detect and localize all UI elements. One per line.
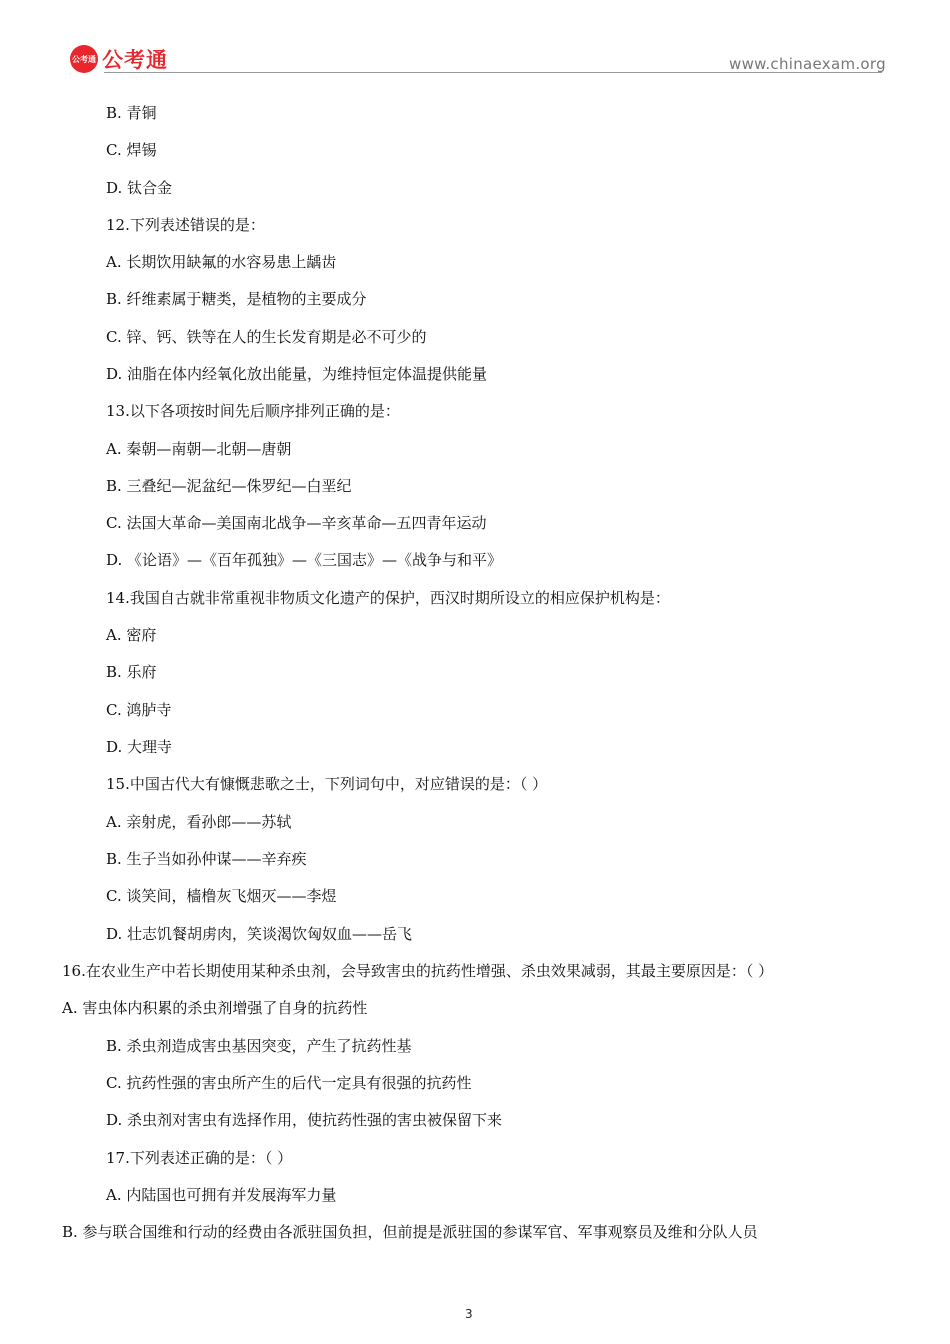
site-url[interactable]: www.chinaexam.org: [729, 55, 886, 73]
option-line: D. 杀虫剂对害虫有选择作用，使抗药性强的害虫被保留下来: [106, 1111, 503, 1129]
option-line: A. 内陆国也可拥有并发展海军力量: [106, 1186, 337, 1204]
option-line: D. 大理寺: [106, 738, 173, 756]
option-line: B. 参与联合国维和行动的经费由各派驻国负担，但前提是派驻国的参谋军官、军事观察员及维和分队人员: [62, 1223, 758, 1241]
option-line: B. 杀虫剂造成害虫基因突变，产生了抗药性基: [106, 1037, 412, 1055]
logo-text: 公考通: [102, 48, 168, 72]
question-line: 12.下列表述错误的是：: [106, 216, 265, 234]
option-line: A. 亲射虎，看孙郎——苏轼: [106, 813, 292, 831]
option-line: A. 密府: [106, 626, 157, 644]
question-line: 15.中国古代大有慷慨悲歌之士，下列词句中，对应错误的是：（ ）: [106, 775, 548, 793]
option-line: D. 油脂在体内经氧化放出能量，为维持恒定体温提供能量: [106, 365, 488, 383]
brand-logo[interactable]: [70, 44, 168, 74]
option-line: A. 秦朝—南朝—北朝—唐朝: [106, 440, 292, 458]
option-line: D. 壮志饥餐胡虏肉，笑谈渴饮匈奴血——岳飞: [106, 925, 413, 943]
option-line: B. 乐府: [106, 663, 157, 681]
question-line: 17.下列表述正确的是：（ ）: [106, 1149, 293, 1167]
question-line: 14.我国自古就非常重视非物质文化遗产的保护，西汉时期所设立的相应保护机构是：: [106, 589, 670, 607]
option-line: C. 锌、钙、铁等在人的生长发育期是必不可少的: [106, 328, 427, 346]
option-line: B. 生子当如孙仲谋——辛弃疾: [106, 850, 307, 868]
option-line: C. 法国大革命—美国南北战争—辛亥革命—五四青年运动: [106, 514, 487, 532]
page-header: [0, 0, 950, 100]
option-line: B. 三叠纪—泥盆纪—侏罗纪—白垩纪: [106, 477, 352, 495]
option-line: C. 焊锡: [106, 141, 157, 159]
option-line: A. 长期饮用缺氟的水容易患上龋齿: [106, 253, 337, 271]
question-line: 13.以下各项按时间先后顺序排列正确的是：: [106, 402, 400, 420]
option-line: B. 青铜: [106, 104, 157, 122]
logo-badge-icon: 公考通: [70, 45, 98, 73]
option-line: D. 《论语》—《百年孤独》—《三国志》—《战争与和平》: [106, 551, 503, 569]
option-line: C. 谈笑间，樯橹灰飞烟灭——李煜: [106, 887, 337, 905]
option-line: C. 鸿胪寺: [106, 701, 172, 719]
question-line: 16.在农业生产中若长期使用某种杀虫剂，会导致害虫的抗药性增强、杀虫效果减弱，其最主要原因是：（ ）: [62, 962, 774, 980]
option-line: D. 钛合金: [106, 179, 173, 197]
option-line: C. 抗药性强的害虫所产生的后代一定具有很强的抗药性: [106, 1074, 472, 1092]
option-line: A. 害虫体内积累的杀虫剂增强了自身的抗药性: [62, 999, 368, 1017]
option-line: B. 纤维素属于糖类，是植物的主要成分: [106, 290, 367, 308]
page-number: 3: [465, 1307, 473, 1321]
